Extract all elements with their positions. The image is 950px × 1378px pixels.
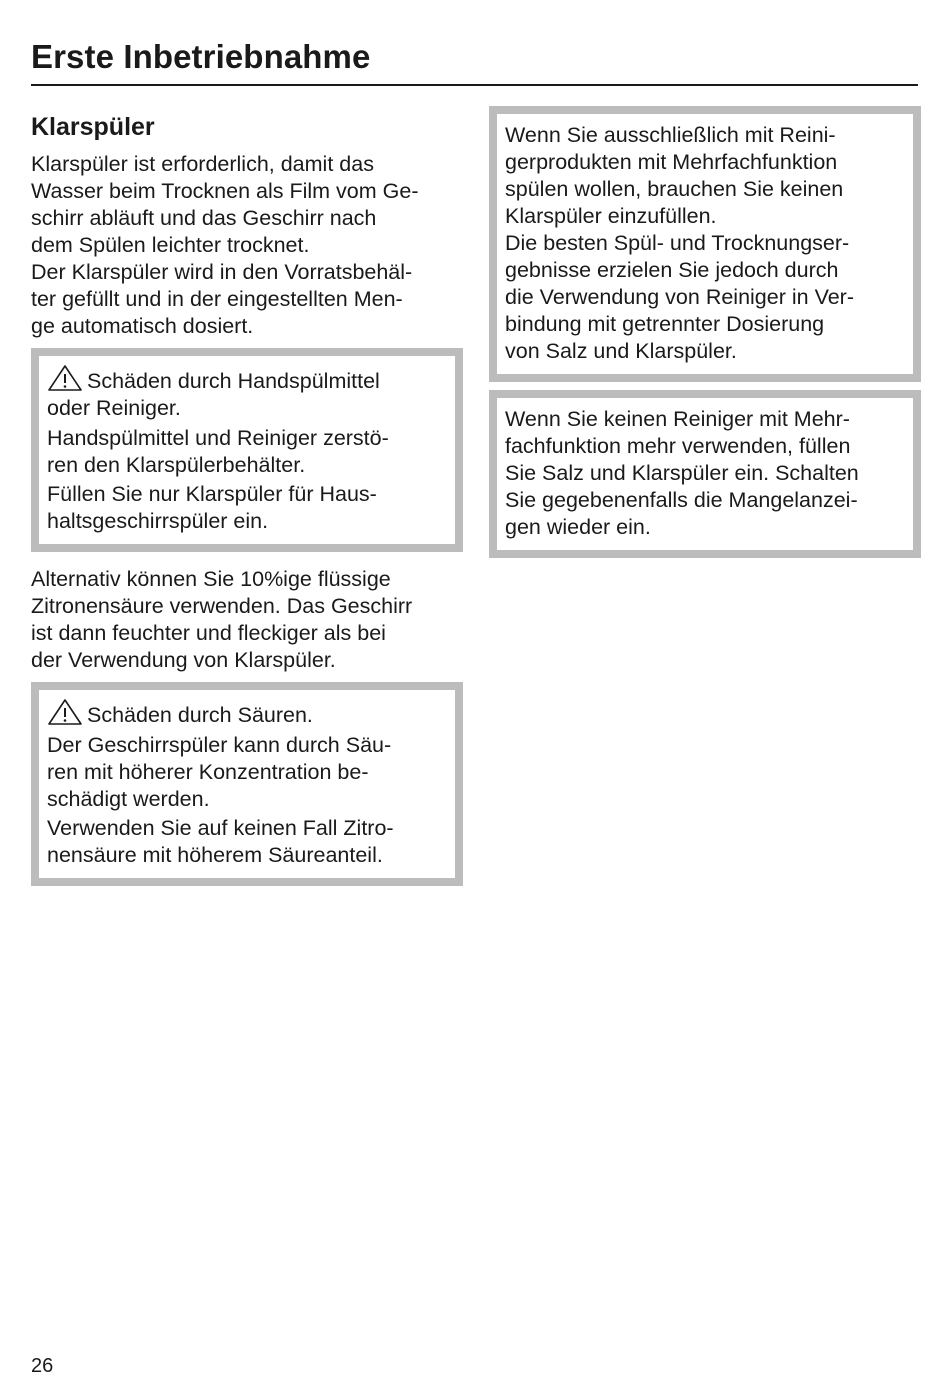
text-line: Verwenden Sie auf keinen Fall Zitro-: [47, 816, 394, 840]
text-line: fachfunktion mehr verwenden, füllen: [505, 434, 851, 458]
right-column: [489, 106, 921, 558]
text-line: ter gefüllt und in der eingestellten Men-: [31, 287, 403, 311]
warning-paragraph: [47, 732, 441, 813]
note-paragraph: [505, 122, 899, 230]
text-line: haltsgeschirrspüler ein.: [47, 509, 269, 533]
text-line: ge automatisch dosiert.: [31, 314, 254, 338]
text-line: gen wieder ein.: [505, 515, 651, 539]
text-line: Wasser beim Trocknen als Film vom Ge-: [31, 179, 419, 203]
alternative-paragraph: [31, 566, 463, 674]
warning-triangle-icon: [47, 698, 83, 726]
text-line: ist dann feuchter und fleckiger als bei: [31, 621, 386, 645]
text-line: die Verwendung von Reiniger in Ver-: [505, 285, 854, 309]
text-line: Handspülmittel und Reiniger zerstö-: [47, 426, 389, 450]
warning-paragraph: [47, 815, 441, 869]
text-line: nensäure mit höherem Säureanteil.: [47, 843, 383, 867]
warning-title: Schäden durch Säuren.: [87, 703, 313, 727]
note-paragraph: [505, 230, 899, 365]
text-line: bindung mit getrennter Dosierung: [505, 312, 825, 336]
warning-paragraph: [47, 425, 441, 479]
text-line: Wenn Sie keinen Reiniger mit Mehr-: [505, 407, 850, 431]
text-line: Sie gegebenenfalls die Mangelanzei-: [505, 488, 858, 512]
page-title: Erste Inbetriebnahme: [31, 38, 371, 75]
page-number: 26: [31, 1355, 54, 1377]
text-line: der Verwendung von Klarspüler.: [31, 648, 336, 672]
left-column: [31, 110, 463, 886]
warning-triangle-icon: [47, 364, 83, 392]
text-line: Die besten Spül- und Trocknungser-: [505, 231, 850, 255]
note-box-salz-klarspueler: [489, 390, 921, 558]
intro-paragraph: [31, 151, 463, 340]
text-line: Der Geschirrspüler kann durch Säu-: [47, 733, 392, 757]
text-line: gebnisse erzielen Sie jedoch durch: [505, 258, 839, 282]
text-line: ren den Klarspülerbehälter.: [47, 453, 306, 477]
text-line: Zitronensäure verwenden. Das Geschirr: [31, 594, 413, 618]
text-line: Der Klarspüler wird in den Vorratsbehäl-: [31, 260, 413, 284]
title-divider: [31, 84, 918, 86]
text-line: Wenn Sie ausschließlich mit Reini-: [505, 123, 836, 147]
note-paragraph: [505, 406, 899, 541]
text-line: Klarspüler einzufüllen.: [505, 204, 717, 228]
text-line: schädigt werden.: [47, 787, 210, 811]
text-line: Alternativ können Sie 10%ige flüssige: [31, 567, 391, 591]
text-line: Sie Salz und Klarspüler ein. Schalten: [505, 461, 859, 485]
text-line: von Salz und Klarspüler.: [505, 339, 737, 363]
text-line: ren mit höherer Konzentration be-: [47, 760, 369, 784]
warning-paragraph: [47, 481, 441, 535]
text-line: Füllen Sie nur Klarspüler für Haus-: [47, 482, 377, 506]
text-line: schirr abläuft und das Geschirr nach: [31, 206, 377, 230]
warning-box-saeuren: [31, 682, 463, 886]
warning-heading: [47, 698, 441, 729]
text-line: dem Spülen leichter trocknet.: [31, 233, 310, 257]
warning-heading: [47, 364, 441, 422]
text-line: gerprodukten mit Mehrfachfunktion: [505, 150, 838, 174]
text-line: Klarspüler ist erforderlich, damit das: [31, 152, 374, 176]
text-line: spülen wollen, brauchen Sie keinen: [505, 177, 844, 201]
warning-box-handspuelmittel: [31, 348, 463, 552]
warning-title: Schäden durch Handspülmittel: [87, 369, 380, 393]
note-box-mehrfachfunktion: [489, 106, 921, 382]
section-heading: Klarspüler: [31, 113, 155, 141]
warning-title-cont: oder Reiniger.: [47, 396, 181, 420]
